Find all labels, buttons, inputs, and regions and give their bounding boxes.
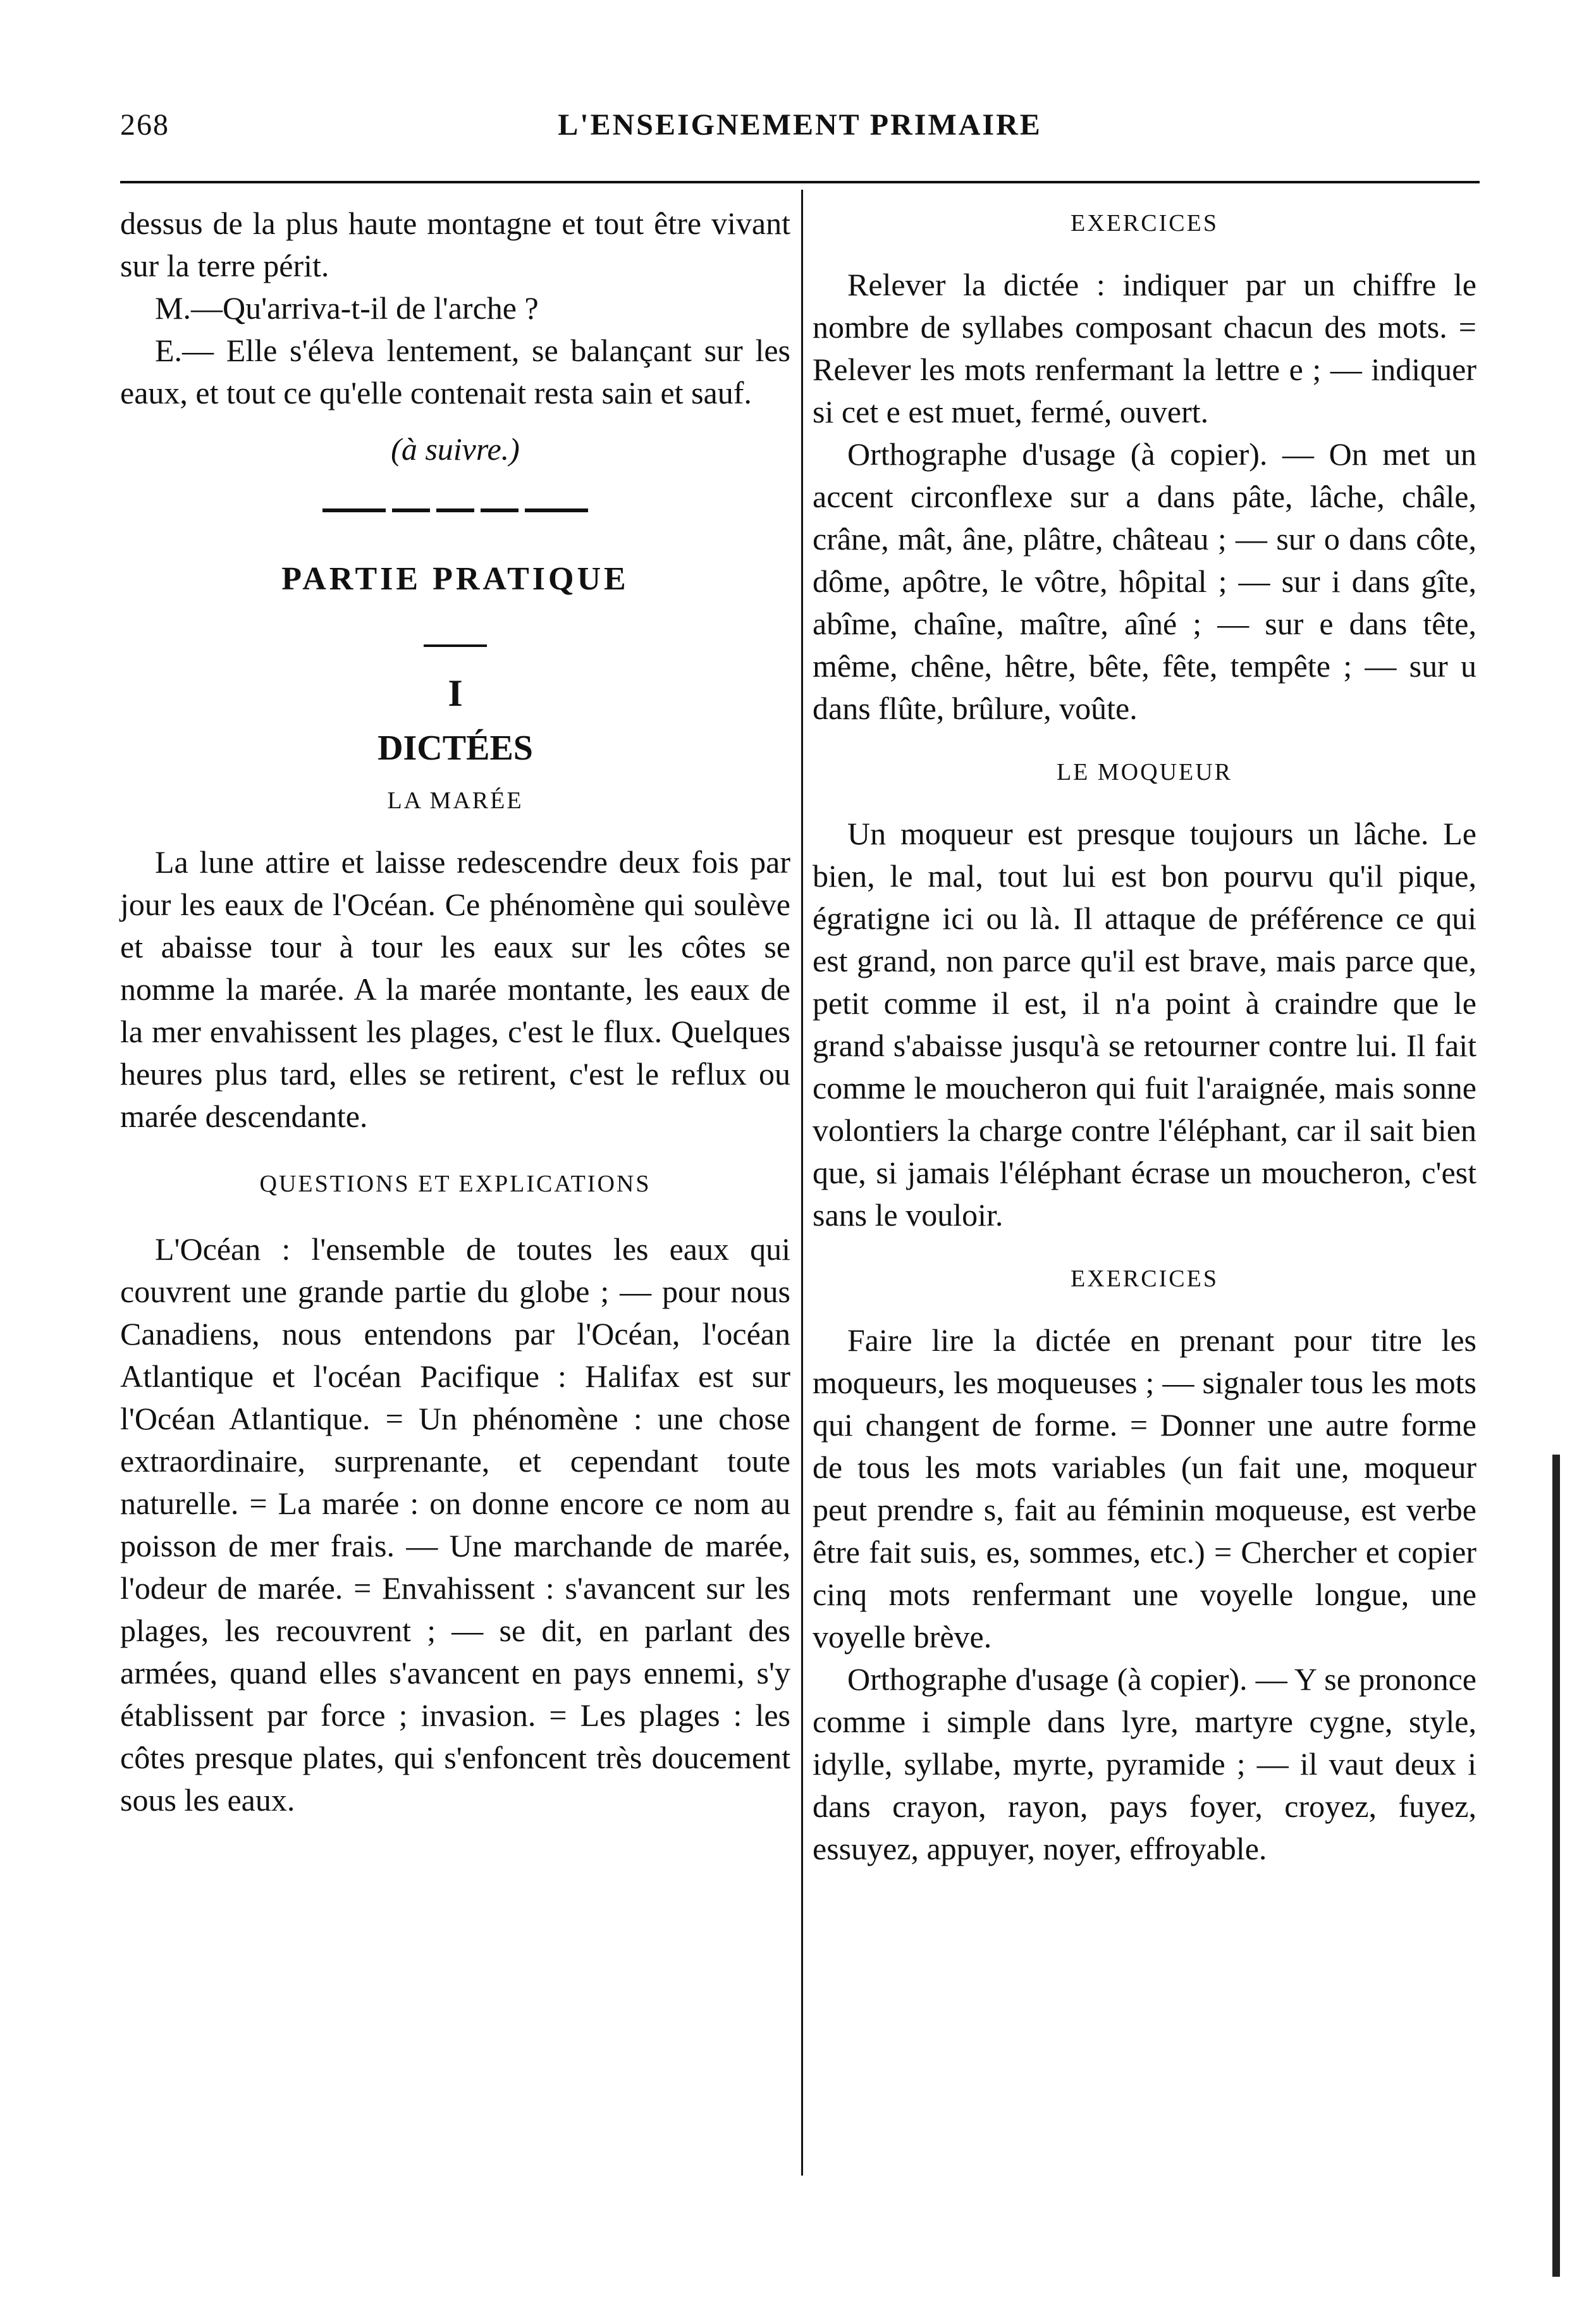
left-column [120, 202, 790, 1821]
to-be-continued: (à suivre.) [391, 431, 520, 467]
exercises-text-1: Relever la dictée : indiquer par un chiffre le nombre de syllabes composant chacun des mots. = Relever les mots renfermant la lettre e ; — indiquer si cet e est muet, fermé, ouvert. [813, 267, 1476, 429]
dictation-title-moqueur: LE MOQUEUR [1056, 759, 1233, 785]
column-divider [801, 190, 803, 2176]
dictation-text-maree: La lune attire et laisse redescendre deux fois par jour les eaux de l'Océan. Ce phénomène qui soulève et abaisse tour à tour les eaux sur les côtes se nomme la marée. A la marée montante, les eaux de la mer envahissent les plages, c'est le flux. Quelques heures plus tard, elles se retirent, c'est le reflux ou marée descendante. [120, 844, 790, 1134]
page-edge-bar [1552, 1455, 1560, 2277]
right-column [813, 202, 1476, 1870]
questions-text: L'Océan : l'ensemble de toutes les eaux qui couvrent une grande partie du globe ; — pour nous Canadiens, nous entendons par l'Océan, l'océan Atlantique et l'océan Pacifique : Halifax est sur l'Océan Atlantique. = Un phénomène : une chose extraordinaire, surprenante, et cependant toute naturelle. = La marée : on donne encore ce nom au poisson de mer frais. — Une marchande de marée, l'odeur de marée. = Envahissent : s'avancent sur les plages, les recouvrent ; — se dit, en parlant des armées, quand elles s'avancent en pays ennemi, s'y établissent par force ; invasion. = Les plages : les côtes presque plates, qui s'enfoncent très doucement sous les eaux. [120, 1231, 790, 1818]
orthography-text-2: Orthographe d'usage (à copier). — Y se prononce comme i simple dans lyre, martyre cygne, style, idylle, syllabe, myrte, pyramide ; — il vaut deux i dans crayon, rayon, pays foyer, croyez, fuyez, essuyez, appuyer, noyer, effroyable. [813, 1661, 1476, 1866]
page-number: 268 [120, 108, 169, 142]
dictation-text-moqueur: Un moqueur est presque toujours un lâche. Le bien, le mal, tout lui est bon pourvu qu'il pique, égratigne ici ou là. Il attaque de préférence ce qui est grand, non parce qu'il est brave, mais parce que, petit comme il est, il n'a point à craindre que le grand s'abaisse jusqu'à se retourner contre lui. Il fait comme le moucheron qui fuit l'araignée, mais sonne volontiers la charge contre l'éléphant, car il sait bien que, si jamais l'éléphant écrase un moucheron, c'est sans le vouloir. [813, 816, 1476, 1233]
dictation-title-maree: LA MARÉE [387, 787, 524, 814]
dialogue-answer: E.— Elle s'éleva lentement, se balançant sur les eaux, et tout ce qu'elle contenait resta sain et sauf. [120, 333, 790, 410]
orthography-text-1: Orthographe d'usage (à copier). — On met un accent circonflexe sur a dans pâte, lâche, châle, crâne, mât, âne, plâtre, château ; — sur o dans côte, dôme, apôtre, le vôtre, hôpital ; — sur i dans gîte, abîme, chaîne, maître, aîné ; — sur e dans tête, même, chêne, hêtre, bête, fête, tempête ; — sur u dans flûte, brûlure, voûte. [813, 436, 1476, 726]
ornament-divider [316, 508, 594, 514]
dialogue-question: M.—Qu'arriva-t-il de l'arche ? [155, 290, 539, 326]
exercises-text-2: Faire lire la dictée en prenant pour titre les moqueurs, les moqueuses ; — signaler tous les mots qui changent de forme. = Donner une autre forme de tous les mots variables (un fait une, moqueur peut prendre s, fait au féminin moqueuse, est verbe être fait suis, es, sommes, etc.) = Chercher et copier cinq mots renfermant une voyelle longue, une voyelle brève. [813, 1322, 1476, 1654]
exercises-heading-2: EXERCICES [1071, 1266, 1218, 1292]
running-title: L'ENSEIGNEMENT PRIMAIRE [558, 108, 1042, 142]
section-heading-partie-pratique: PARTIE PRATIQUE [281, 561, 629, 597]
short-rule [424, 644, 487, 647]
story-continuation: dessus de la plus haute montagne et tout être vivant sur la terre périt. [120, 206, 790, 283]
page-header [120, 108, 1480, 158]
section-heading-dictees: DICTÉES [378, 729, 533, 768]
questions-heading: QUESTIONS ET EXPLICATIONS [259, 1171, 651, 1197]
section-number: I [448, 672, 463, 714]
exercises-heading-1: EXERCICES [1071, 210, 1218, 237]
header-rule [120, 181, 1480, 183]
